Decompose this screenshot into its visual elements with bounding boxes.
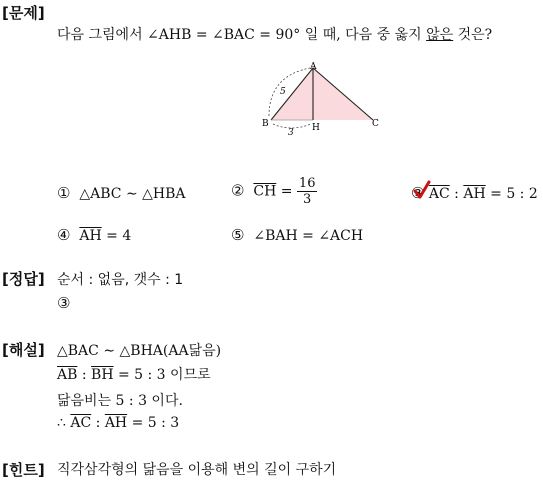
choice-4-number: ④ [57, 226, 71, 244]
choice-4-rest: = 4 [101, 228, 132, 244]
question-underlined: 않은 [426, 27, 454, 43]
section-hint-label: [힌트] [2, 461, 45, 479]
choice-4-segment: $\overline{AH}$ [79, 228, 102, 244]
explanation-line-2-rest: = 5 : 3 이므로 [113, 367, 211, 383]
choice-5-text: ∠BAH = ∠ACH [253, 228, 364, 244]
choice-2[interactable] [231, 176, 317, 207]
choice-1-text: △ABC ∼ △HBA [79, 186, 186, 202]
answer-line-1: 순서 : 없음, 갯수 : 1 [57, 272, 184, 288]
explanation-line-4 [57, 415, 179, 431]
triangle-figure [255, 58, 385, 138]
explanation-seg-ac: $\overline{AC}$ [70, 415, 92, 431]
label-c: C [372, 119, 379, 129]
explanation-line-2 [57, 364, 211, 384]
explanation-colon-1: : [77, 367, 92, 383]
question-prefix: 다음 그림에서 ∠AHB = ∠BAC = 90° 일 때, 다음 중 옳지 [57, 27, 427, 43]
choice-3-colon: : [449, 186, 464, 202]
question-suffix: 것은? [453, 27, 493, 43]
choice-2-fraction [297, 176, 318, 207]
explanation-seg-bh: $\overline{BH}$ [91, 367, 114, 383]
choice-3-seg-ac: $\overline{AC}$ [428, 186, 450, 202]
length-ab: 5 [280, 87, 286, 97]
explanation-line-3: 닮음비는 5 : 3 이다. [57, 393, 183, 409]
choice-1[interactable] [57, 184, 186, 202]
choice-5[interactable] [231, 226, 363, 244]
hint-text: 직각삼각형의 닮음을 이용해 변의 길이 구하기 [57, 462, 337, 478]
section-answer-label: [정답] [2, 270, 45, 288]
choice-3-rest: = 5 : 2 [485, 186, 538, 202]
explanation-line-4-rest: = 5 : 3 [127, 415, 180, 431]
choice-3-number: ③ [411, 184, 425, 202]
answer-line-2: ③ [57, 294, 71, 312]
choice-3-seg-ah: $\overline{AH}$ [463, 186, 486, 202]
choice-2-eq: = [276, 183, 297, 200]
choice-5-number: ⑤ [231, 226, 245, 244]
section-problem-label: [문제] [2, 4, 45, 22]
choice-3[interactable] [411, 184, 538, 202]
label-h: H [312, 123, 320, 133]
explanation-seg-ab: $\overline{AB}$ [57, 367, 78, 383]
choice-2-number: ② [231, 181, 245, 200]
check-icon [413, 180, 431, 200]
explanation-line-1: △BAC ∼ △BHA(AA닮음) [57, 343, 222, 359]
choice-3-marker [411, 184, 424, 202]
label-a: A [310, 62, 317, 72]
length-bh: 3 [288, 128, 294, 138]
therefore-symbol: ∴ [57, 415, 71, 431]
choice-2-segment: $\overline{CH}$ [253, 183, 277, 200]
explanation-colon-2: : [91, 415, 105, 431]
explanation-seg-ah: $\overline{AH}$ [104, 415, 128, 431]
label-b: B [262, 119, 269, 129]
section-explanation-label: [해설] [2, 341, 45, 359]
choice-4[interactable] [57, 226, 131, 244]
choice-1-number: ① [57, 184, 71, 202]
question-text [57, 24, 492, 44]
choice-2-denominator: 3 [303, 192, 312, 207]
choice-2-numerator: 16 [298, 176, 316, 191]
